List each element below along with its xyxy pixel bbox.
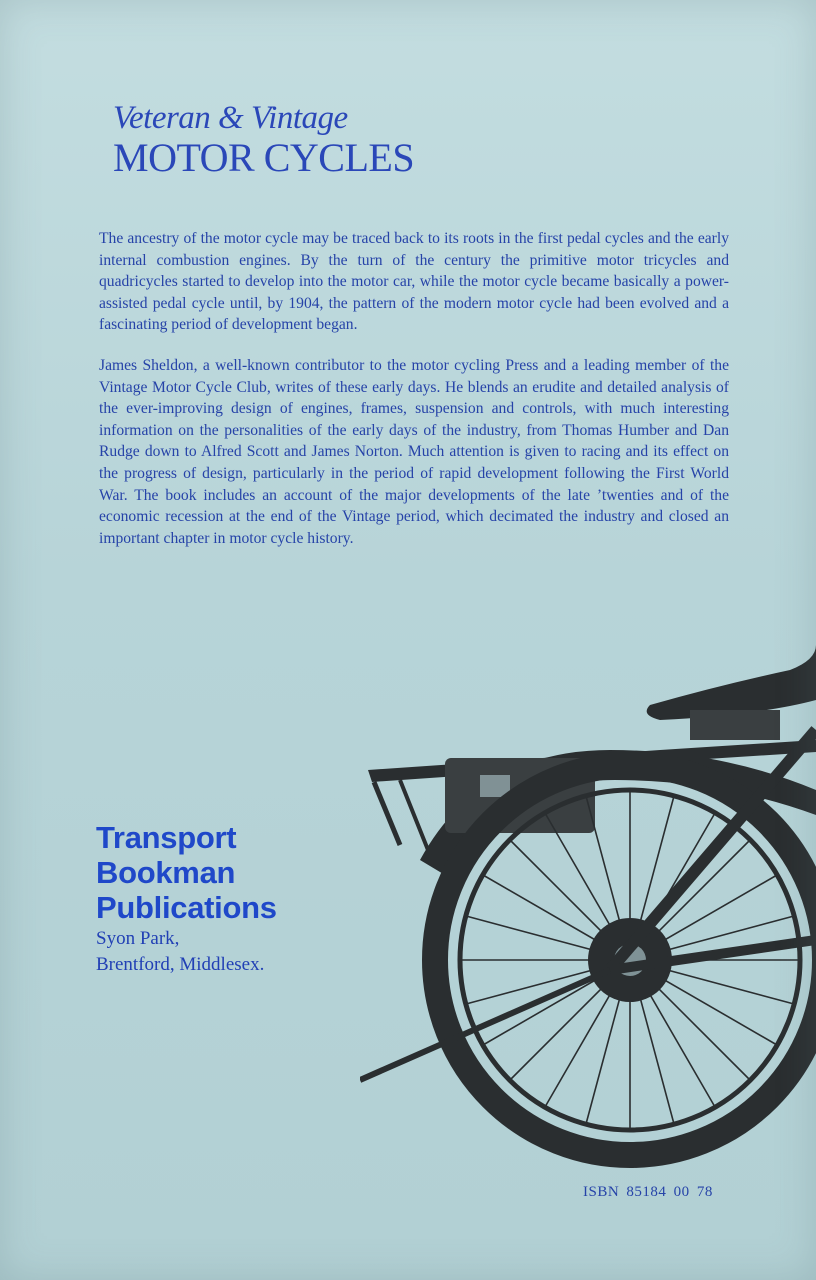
motorcycle-illustration — [360, 640, 816, 1170]
publisher-name-line-1: Transport — [96, 820, 237, 855]
blurb-paragraph-1: The ancestry of the motor cycle may be traced back to its roots in the first pedal cycles and the early internal combustion engines. By the turn of the century the primitive motor tricycles and quadricycles started to develop into the motor car, while the motor cycle became basically a power-assisted pedal cycle until, by 1904, the pattern of the modern motor cycle had been evolved and a fascinating period of development began. — [99, 230, 729, 334]
blurb-text — [99, 228, 729, 568]
blurb-paragraph-2: James Sheldon, a well-known contributor to the motor cycling Press and a leading member of the Vintage Motor Cycle Club, writes of these early days. He blends an erudite and detailed analysis of the ever-improving design of engines, frames, suspension and controls, with much interesting information on the personalities of the early days of the industry, from Thomas Humber and Dan Rudge down to Alfred Scott and James Norton. Much attention is given to racing and its effect on the progress of design, particularly in the period of rapid development following the First World War. The book includes an account of the major developments of the late ’twenties and of the economic recession at the end of the Vintage period, which decimated the industry and closed an important chapter in motor cycle history. — [99, 356, 729, 547]
publisher-block — [96, 820, 277, 977]
saddle — [647, 645, 816, 720]
title-line-motor-cycles: MOTOR CYCLES — [113, 135, 415, 180]
publisher-name-line-3: Publications — [96, 890, 277, 925]
book-title — [113, 100, 414, 180]
isbn-number: ISBN 85184 00 78 — [583, 1184, 713, 1200]
publisher-name-line-2: Bookman — [96, 855, 236, 890]
title-line-veteran-vintage: Veteran & Vintage — [113, 100, 348, 136]
publisher-address-line-2: Brentford, Middlesex. — [96, 954, 265, 975]
publisher-address-line-1: Syon Park, — [96, 928, 180, 949]
